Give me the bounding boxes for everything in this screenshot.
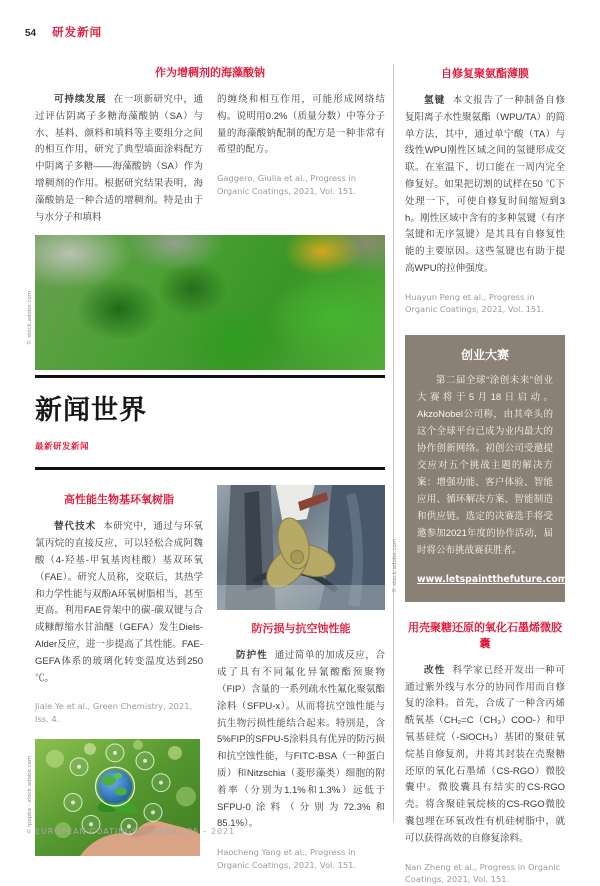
news-world-section (35, 375, 385, 470)
eco-hand-photo (27, 739, 200, 856)
contest-body: 第二届全球“涂创未来”创业大赛将于5月18日启动。AkzoNobel公司称，由其牵头的这个全球平台已成为业内最大的协作创新网络。初创公司受邀提交应对五个挑战主题的解决方案：增强功能、客户体验、智能应用、循环解决方案、智能制造和供应链。选定的决赛选手将受邀参加2021年度的协作活动，届时将公布挑战赛获胜者。 (417, 374, 553, 556)
article-alginate-lead: 可持续发展 (54, 94, 107, 105)
seaweed-photo-credit: © stock.adobe.com (27, 291, 33, 346)
eco-photo-credit: © ipopba - stock.adobe.com (27, 755, 33, 835)
news-world-title: 新闻世界 (35, 395, 147, 426)
article-bio-epoxy-lead: 替代技术 (54, 521, 97, 533)
contest-box (405, 335, 568, 602)
article-antifouling-title: 防污损与抗空蚀性能 (251, 623, 351, 636)
article-alginate-title: 作为增稠剂的海藻酸钠 (155, 67, 265, 79)
journal-footer: EUROPEAN COATINGS JOURNAL 05 – 2021 (35, 827, 235, 836)
page-content (27, 58, 568, 886)
article-bio-epoxy-title: 高性能生物基环氧树脂 (64, 494, 174, 507)
contest-link[interactable]: www.letspaintthefuture.com (417, 573, 568, 585)
article-self-healing-lead: 氢键 (424, 95, 446, 106)
article-antifouling (217, 485, 398, 871)
propeller-illustration (217, 485, 385, 610)
article-bio-epoxy-body: 替代技术 本研究中，通过与环氧氯丙烷的直接反应，可以轻松合成阿魏酸（4-羟基-甲氧基肉桂酸）基双环氧（FAE）。研究人员称，交联后，其热学和力学性能与双酚A环氧树脂相当，甚至更高。利用FAE骨架中的碳-碳双键与合成糠醇缩水甘油醚（GEFA）发生Diels-Alder反应，进一步提高了其性能。FAE-GEFA体系的玻璃化转变温度达到250 ℃。 (35, 521, 203, 684)
right-column (405, 58, 568, 886)
seaweed-photo (27, 235, 385, 370)
section-label: 研发新闻 (52, 27, 103, 39)
article-alginate (35, 64, 385, 226)
page-number: 54 (25, 28, 37, 39)
left-column-group (27, 58, 398, 886)
article-alginate-body-col1: 可持续发展 在一项新研究中，通过评估阴离子多糖海藻酸钠（SA）与水、基料、颜料和填料等主要组分之间的相互作用，研究了典型墙面涂料配方中阴离子多糖——海藻酸钠（SA）作为增稠剂的作用。根据研究结果表明，海藻酸钠是一种合适的增稠剂。特是由于与水分子和填料 (35, 94, 203, 223)
article-bio-epoxy-citation: Jiale Ye et al., Green Chemistry, 2021, Iss. 4. (35, 701, 193, 724)
article-graphene-citation: Nan Zheng et al., Progress in Organic Coatings, 2021, Vol. 151. (405, 861, 561, 885)
contest-title: 创业大赛 (460, 347, 509, 362)
article-graphene-title: 用壳聚糖还原的氧化石墨烯微胶囊 (408, 621, 562, 650)
eco-hand-illustration (35, 739, 200, 856)
article-graphene-lead: 改性 (424, 664, 446, 676)
article-bio-epoxy (27, 485, 203, 871)
article-alginate-citation: Gaggero, Giulia et al., Progress in Organic Coatings, 2021, Vol. 151. (217, 173, 357, 196)
article-self-healing-pu (405, 65, 565, 316)
propeller-photo-credit: © stock.adobe.com (392, 539, 398, 594)
news-world-subtitle: 最新研发新闻 (35, 441, 90, 452)
article-graphene-body: 改性 科学家已经开发出一种可通过紫外线与水分的协同作用而自修复的涂料。首先，合成了一种含丙烯酰氧基（CH₂=C（CH₃）COO-）和甲氧基硅烷（-SiOCH₃）基团的聚硅氧烷基自修复剂，并将其封装在壳聚糖还原的氧化石墨烯（CS-RGO）微胶囊中。微胶囊具有结实的CS-RGO壳。将含聚硅氧烷核的CS-RGO微胶囊包埋在环氧改性有机硅树脂中，就可以获得高效的自修复涂料。 (405, 664, 565, 844)
article-self-healing-body: 氢键 本文报告了一种制备自修复阳离子水性聚氨酯（WPU/TA）的简单方法，其中，通过单宁酸（TA）与线性WPU刚性区域之间的氢键形成交联。在室温下，切口能在一周内完全修复好。如果把切割的试样在50 ℃下处理一下，可使自修复时间缩短到3 h。刚性区域中含有的多种氢键（有序氢键和无序氢键）是其具有自修复性能的主要原因。这些氢键也有助于提高WPU的拉伸强度。 (405, 95, 565, 274)
article-graphene-capsule (405, 619, 565, 886)
article-antifouling-citation: Haocheng Yang et al., Progress in Organic Coatings, 2021, Vol. 151. (217, 847, 357, 870)
propeller-photo (217, 485, 398, 610)
column-divider (393, 64, 394, 822)
article-antifouling-body: 防护性 通过简单的加成反应，合成了具有不同氟化异氰酸酯预聚物（FIP）含量的一系列疏水性氟化聚氨酯涂料（SFPU-x）。从而将抗空蚀性能与抗生物污损性能结合起来。特别是，含5%FIP的SFPU-5涂料具有优异的防污损和抗空蚀性能，与FITC-BSA（一种蛋白质）和Nitzschia（菱形藻类）细胞的附着率（分别为1.1%和1.3%）远低于SFPU-0涂料（分别为72.3%和85.1%）。 (217, 650, 385, 830)
article-antifouling-lead: 防护性 (236, 650, 268, 662)
article-self-healing-citation: Huayun Peng et al., Progress in Organic Coatings, 2021, Vol. 151. (405, 291, 545, 315)
page-header (25, 24, 102, 40)
article-alginate-body-col2: 的缠绕和相互作用，可能形成网络结构。说明用0.2%（质量分数）中等分子量的海藻酸钠配制的配方是一种非常有希望的配方。 (217, 94, 385, 156)
article-self-healing-title: 自修复聚氨酯薄膜 (441, 68, 529, 80)
